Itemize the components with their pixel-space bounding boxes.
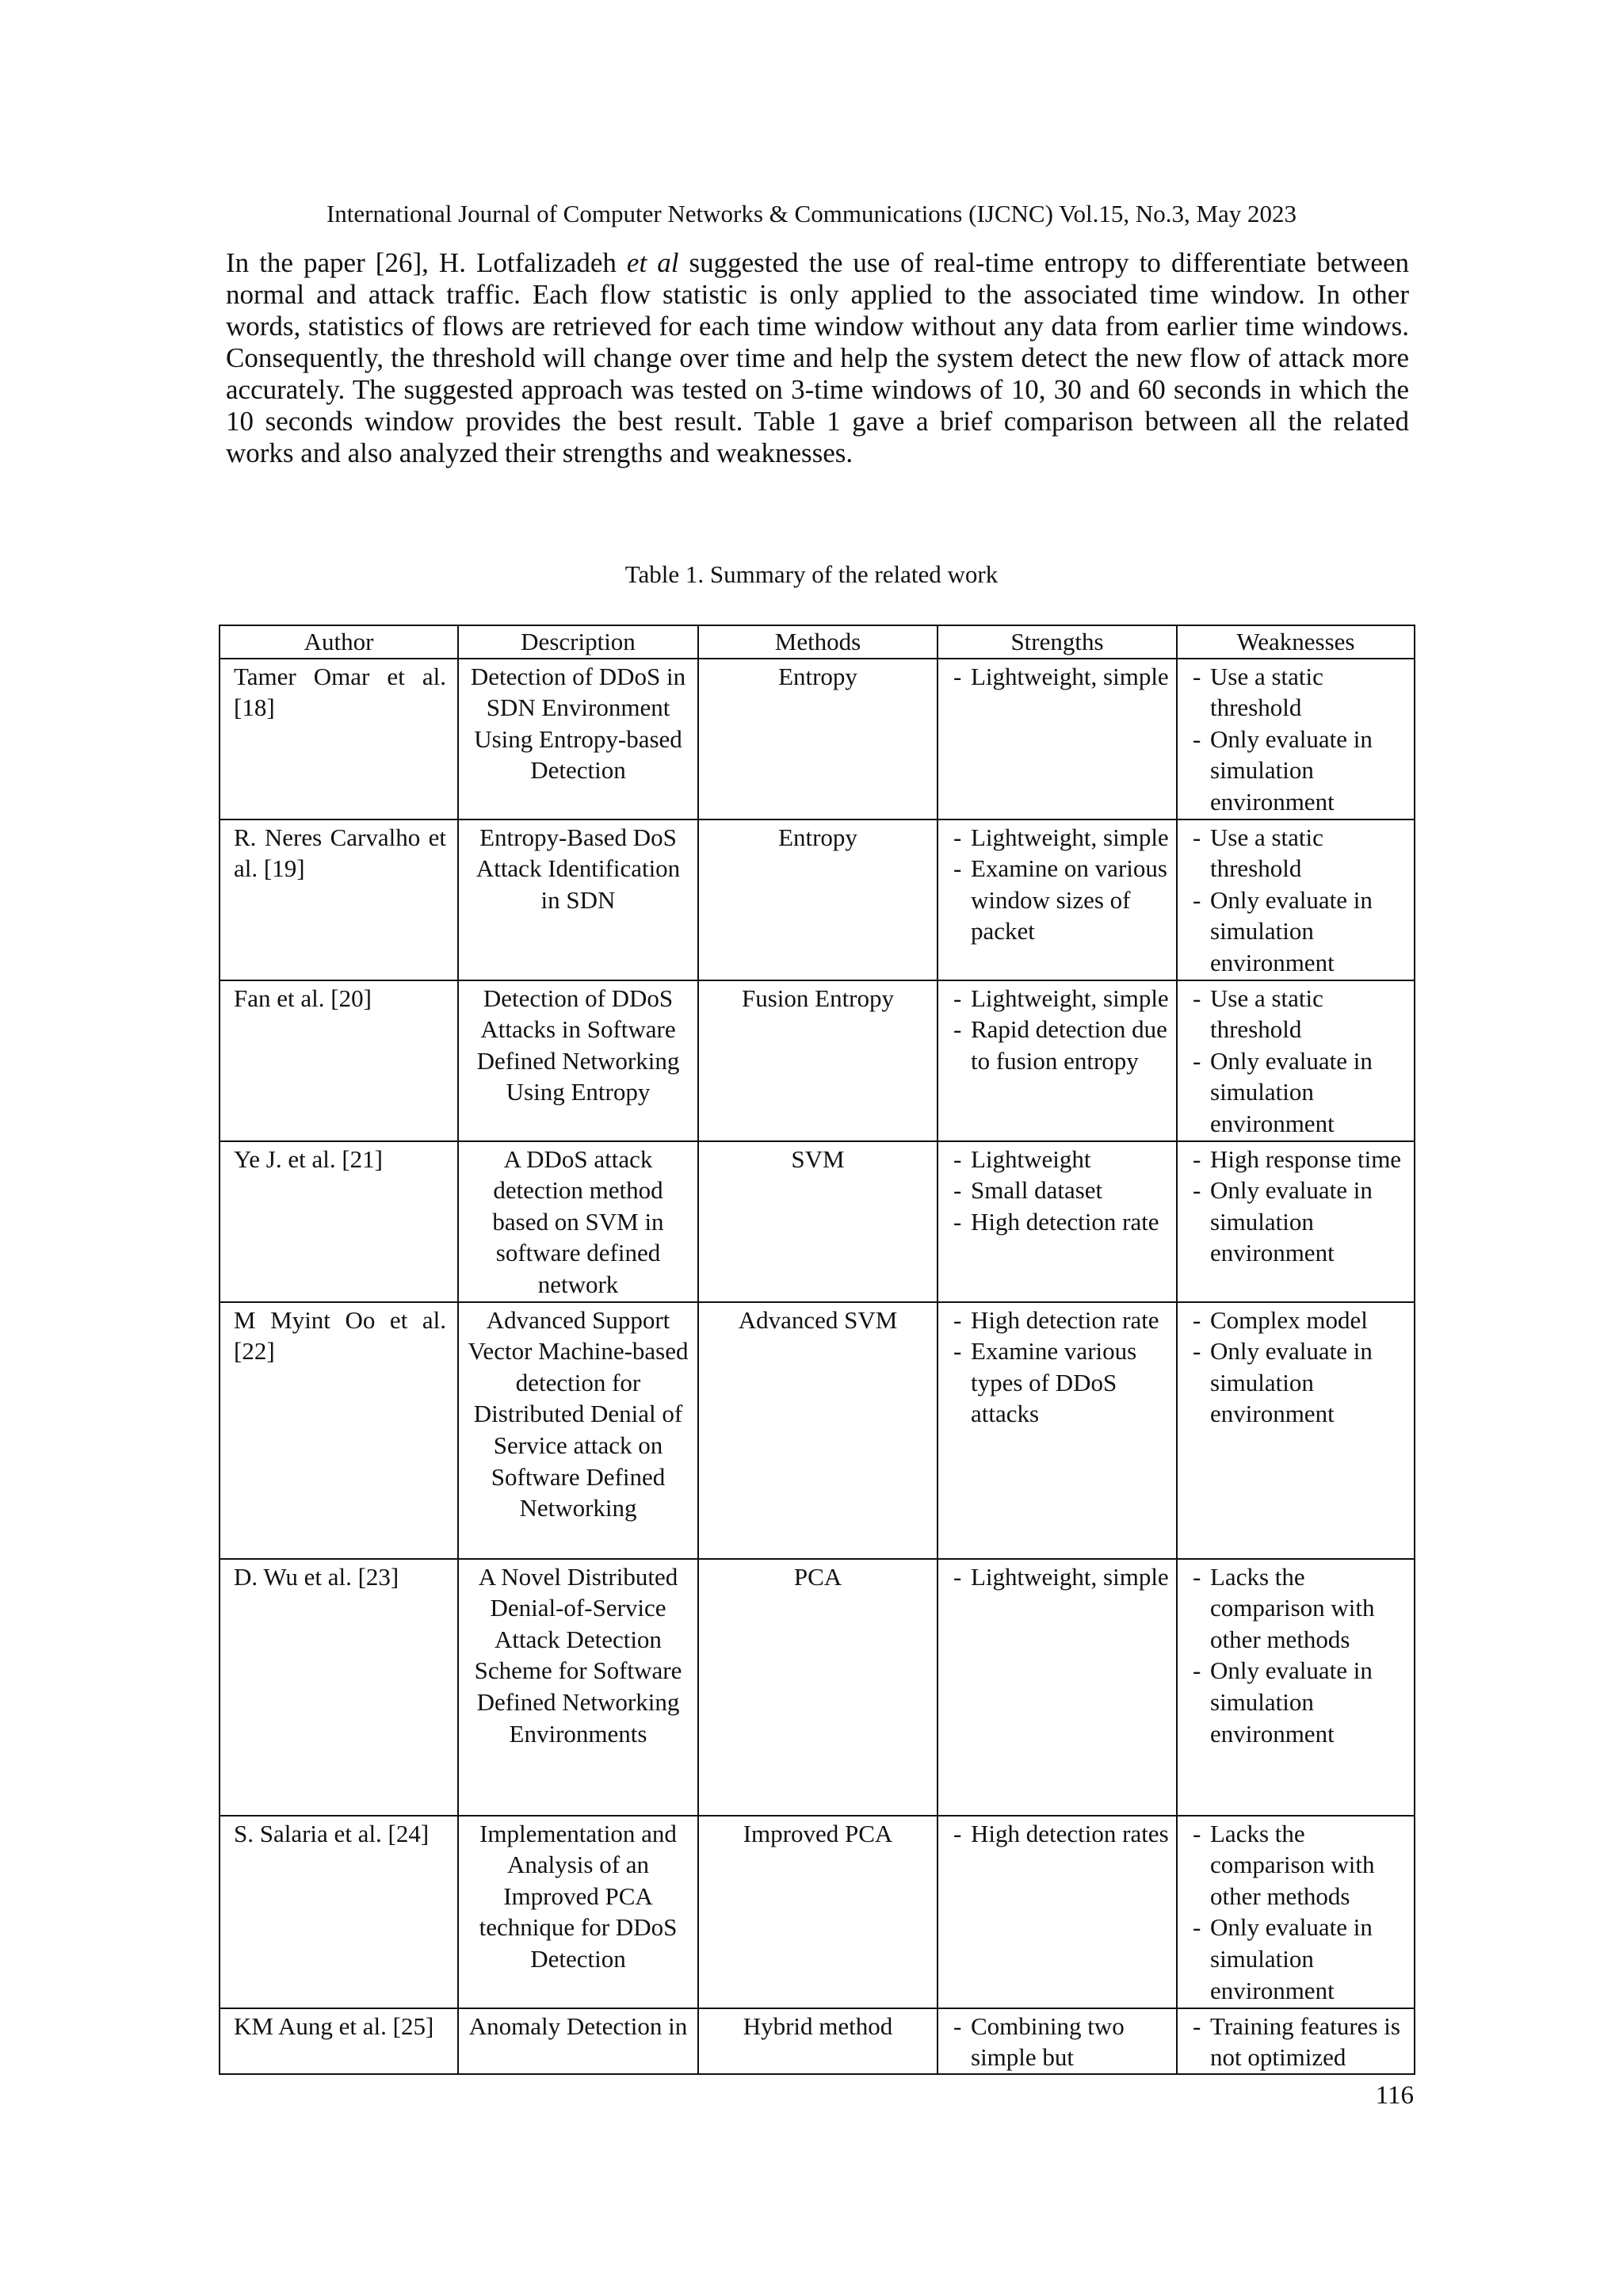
method-cell: Fusion Entropy (698, 980, 938, 1141)
list-item: - Complex model (1190, 1305, 1407, 1336)
description-cell: Detection of DDoS in SDN Environment Using Entropy-based Detection (458, 659, 698, 819)
author-cell: S. Salaria et al. [24] (220, 1816, 458, 2008)
strengths-cell (938, 1816, 1177, 2008)
weaknesses-cell (1177, 1302, 1415, 1559)
strengths-cell-list (950, 661, 1170, 693)
description-cell: Advanced Support Vector Machine-based detection for Distributed Denial of Service attack on Software Defined Networking (458, 1302, 698, 1559)
list-item: - Lightweight (950, 1144, 1170, 1175)
list-item: - Lacks the comparison with other methods (1190, 1561, 1407, 1656)
weaknesses-cell (1177, 819, 1415, 980)
author-cell: Ye J. et al. [21] (220, 1141, 458, 1302)
strengths-cell (938, 1141, 1177, 1302)
header-description: Description (458, 625, 698, 659)
strengths-cell-list (950, 1305, 1170, 1430)
page-number: 116 (1375, 2081, 1414, 2110)
table-row (220, 1141, 1415, 1302)
description-cell: Detection of DDoS Attacks in Software Defined Networking Using Entropy (458, 980, 698, 1141)
table-body (220, 659, 1415, 2074)
strengths-cell (938, 2008, 1177, 2074)
table-row (220, 1302, 1415, 1559)
table-header-row (220, 625, 1415, 659)
list-item: - Only evaluate in simulation environment (1190, 1175, 1407, 1269)
method-cell: Advanced SVM (698, 1302, 938, 1559)
weaknesses-cell-list (1190, 1305, 1407, 1430)
table-row (220, 1559, 1415, 1816)
weaknesses-cell-list (1190, 822, 1407, 979)
weaknesses-cell (1177, 1141, 1415, 1302)
list-item: - Only evaluate in simulation environment (1190, 1655, 1407, 1749)
description-cell: Entropy-Based DoS Attack Identification in SDN (458, 819, 698, 980)
table-caption: Table 1. Summary of the related work (624, 560, 999, 588)
method-cell: SVM (698, 1141, 938, 1302)
weaknesses-cell-list (1190, 2011, 1407, 2073)
weaknesses-cell-list (1190, 1144, 1407, 1269)
list-item: - Use a static threshold (1190, 983, 1407, 1045)
list-item: - Training features is not optimized (1190, 2011, 1407, 2073)
paragraph-italic: et al (626, 247, 679, 278)
strengths-cell-list (950, 1144, 1170, 1238)
strengths-cell-list (950, 1561, 1170, 1593)
strengths-cell-list (950, 2011, 1170, 2073)
weaknesses-cell-list (1190, 1561, 1407, 1750)
list-item: - Combining two simple but (950, 2011, 1170, 2073)
journal-header: International Journal of Computer Networks & Communications (IJCNC) Vol.15, No.3, May 2023 (326, 200, 1297, 227)
weaknesses-cell-list (1190, 1818, 1407, 2007)
list-item: - Lightweight, simple (950, 661, 1170, 693)
description-cell: Implementation and Analysis of an Improved PCA technique for DDoS Detection (458, 1816, 698, 2008)
list-item: - Only evaluate in simulation environment (1190, 724, 1407, 818)
method-cell: Entropy (698, 659, 938, 819)
table-row (220, 980, 1415, 1141)
weaknesses-cell-list (1190, 661, 1407, 818)
list-item: - Only evaluate in simulation environment (1190, 1045, 1407, 1140)
strengths-cell (938, 659, 1177, 819)
list-item: - Small dataset (950, 1175, 1170, 1206)
table-row (220, 1816, 1415, 2008)
paragraph-text-start: In the paper [26], H. Lotfalizadeh (226, 247, 627, 278)
strengths-cell (938, 980, 1177, 1141)
list-item: - Only evaluate in simulation environment (1190, 1335, 1407, 1430)
author-cell: Fan et al. [20] (220, 980, 458, 1141)
header-methods: Methods (698, 625, 938, 659)
strengths-cell-list (950, 822, 1170, 947)
weaknesses-cell-list (1190, 983, 1407, 1140)
method-cell: Hybrid method (698, 2008, 938, 2074)
table-row (220, 819, 1415, 980)
strengths-cell-list (950, 983, 1170, 1077)
header-author: Author (220, 625, 458, 659)
list-item: - Lightweight, simple (950, 1561, 1170, 1593)
method-cell: PCA (698, 1559, 938, 1816)
body-paragraph (226, 247, 1409, 469)
method-cell: Entropy (698, 819, 938, 980)
list-item: - Examine various types of DDoS attacks (950, 1335, 1170, 1430)
list-item: - High detection rate (950, 1305, 1170, 1336)
list-item: - High detection rate (950, 1206, 1170, 1238)
description-cell: A DDoS attack detection method based on SVM in software defined network (458, 1141, 698, 1302)
description-cell: A Novel Distributed Denial-of-Service Attack Detection Scheme for Software Defined Networking Environments (458, 1559, 698, 1816)
strengths-cell (938, 1302, 1177, 1559)
author-cell: R. Neres Carvalho et al. [19] (220, 819, 458, 980)
table-row (220, 659, 1415, 819)
weaknesses-cell (1177, 659, 1415, 819)
list-item: - High response time (1190, 1144, 1407, 1175)
description-cell: Anomaly Detection in (458, 2008, 698, 2074)
list-item: - Use a static threshold (1190, 822, 1407, 884)
author-cell: KM Aung et al. [25] (220, 2008, 458, 2074)
strengths-cell (938, 1559, 1177, 1816)
list-item: - Lightweight, simple (950, 822, 1170, 854)
list-item: - Lacks the comparison with other methods (1190, 1818, 1407, 1912)
strengths-cell-list (950, 1818, 1170, 1850)
author-cell: D. Wu et al. [23] (220, 1559, 458, 1816)
list-item: - Rapid detection due to fusion entropy (950, 1014, 1170, 1076)
table-row (220, 2008, 1415, 2074)
method-cell: Improved PCA (698, 1816, 938, 2008)
list-item: - Use a static threshold (1190, 661, 1407, 724)
header-strengths: Strengths (938, 625, 1177, 659)
list-item: - Examine on various window sizes of packet (950, 853, 1170, 947)
list-item: - Lightweight, simple (950, 983, 1170, 1014)
list-item: - Only evaluate in simulation environment (1190, 884, 1407, 979)
weaknesses-cell (1177, 1559, 1415, 1816)
list-item: - Only evaluate in simulation environment (1190, 1912, 1407, 2006)
weaknesses-cell (1177, 980, 1415, 1141)
strengths-cell (938, 819, 1177, 980)
paragraph-text-end: suggested the use of real-time entropy to differentiate between normal and attack traffic. Each flow statistic is only applied to the associated time window. In other words, statistics of flows are retrieved for each time window without any data from earlier time windows. Consequently, the threshold will change over time and help the system detect the new flow of attack more accurately. The suggested approach was tested on 3-time windows of 10, 30 and 60 seconds in which the 10 seconds window provides the best result. Table 1 gave a brief comparison between all the related works and also analyzed their strengths and weaknesses. (226, 247, 1410, 468)
list-item: - High detection rates (950, 1818, 1170, 1850)
weaknesses-cell (1177, 1816, 1415, 2008)
header-weaknesses: Weaknesses (1177, 625, 1415, 659)
author-cell: M Myint Oo et al. [22] (220, 1302, 458, 1559)
weaknesses-cell (1177, 2008, 1415, 2074)
author-cell: Tamer Omar et al. [18] (220, 659, 458, 819)
related-work-table (219, 625, 1415, 2075)
